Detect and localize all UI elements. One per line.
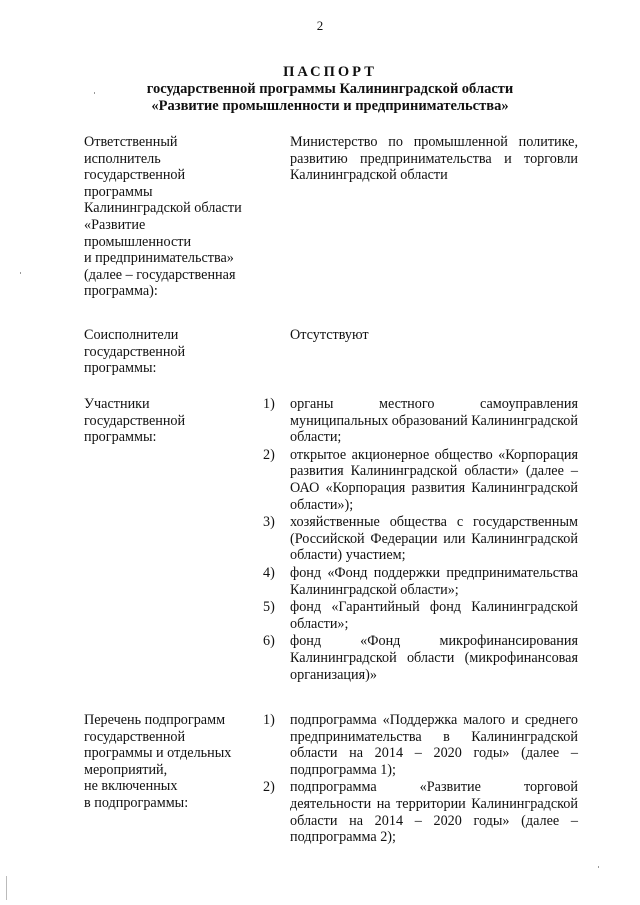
label-line: Перечень подпрограмм — [84, 712, 226, 728]
subprograms-list — [255, 712, 578, 847]
scan-speck — [20, 272, 21, 274]
item-number: 1) — [263, 396, 275, 412]
label-line: не включенных — [84, 778, 178, 795]
label-line: Калининградской области — [84, 200, 242, 217]
label-line: программа): — [84, 283, 158, 300]
label-line: Соисполнители — [84, 327, 179, 343]
title-program-line: государственной программы Калининградской области — [146, 81, 514, 97]
participants-list — [255, 396, 578, 684]
label-line: программы и отдельных — [84, 745, 232, 762]
label-line: «Развитие — [84, 216, 146, 233]
coexecutors-label — [84, 327, 264, 377]
scan-speck — [598, 866, 599, 868]
item-text: открытое акционерное общество «Корпорация развития Калининградской области» (далее – ОАО «Корпорация развития Калининградской области»); — [290, 446, 578, 513]
item-number: 2) — [263, 779, 275, 796]
item-number: 5) — [263, 599, 275, 616]
item-text: органы местного самоуправления муниципальных образований Калининградской области; — [290, 396, 578, 446]
list-item — [255, 514, 578, 564]
label-line: государственной — [84, 412, 186, 429]
list-item — [255, 565, 578, 598]
label-line: промышленности — [84, 233, 192, 250]
item-number: 1) — [263, 712, 275, 728]
item-text: фонд «Фонд микрофинансирования Калининградской области (микрофинансовая организация)» — [290, 633, 578, 683]
item-number: 3) — [263, 514, 275, 531]
label-line: исполнитель — [84, 150, 161, 167]
label-line: мероприятий, — [84, 761, 168, 778]
participants-label — [84, 396, 264, 446]
item-number: 6) — [263, 633, 275, 650]
label-line: программы: — [84, 360, 157, 377]
list-item — [255, 633, 578, 683]
subprograms-label — [84, 712, 264, 812]
executor-value: Министерство по промышленной политике, развитию предпринимательства и торговли Калининградской области — [290, 134, 578, 184]
label-line: государственной — [84, 728, 186, 745]
item-text: хозяйственные общества с государственным (Российской Федерации или Калининградской области) участием; — [290, 514, 578, 564]
label-line: Участники — [84, 396, 150, 412]
item-number: 2) — [263, 446, 275, 463]
title-program-name: «Развитие промышленности и предпринимательства» — [151, 98, 509, 114]
coexecutors-value: Отсутствуют — [290, 327, 369, 343]
label-line: программы: — [84, 429, 157, 446]
scan-speck — [94, 92, 95, 94]
label-line: (далее – государственная — [84, 266, 236, 283]
page-number: 2 — [316, 18, 324, 33]
item-text: подпрограмма «Поддержка малого и среднего предпринимательства в Калининградской области на 2014 – 2020 годы» (далее – подпрограмма 1); — [290, 712, 578, 778]
label-line: государственной — [84, 167, 186, 184]
list-item — [255, 779, 578, 845]
label-line: и предпринимательства» — [84, 250, 234, 267]
document-title — [60, 64, 600, 115]
list-item — [255, 447, 578, 513]
scan-edge-mark — [6, 876, 7, 900]
label-line: Ответственный — [84, 134, 178, 150]
label-line: в подпрограммы: — [84, 794, 189, 811]
title-passport: ПАСПОРТ — [283, 64, 377, 80]
list-item — [255, 396, 578, 446]
label-line: программы — [84, 183, 153, 200]
label-line: государственной — [84, 343, 186, 360]
executor-label — [84, 134, 264, 300]
list-item — [255, 599, 578, 632]
item-text: подпрограмма «Развитие торговой деятельности на территории Калининградской области на 2014 – 2020 годы» (далее – подпрограмма 2); — [290, 779, 578, 846]
item-text: фонд «Гарантийный фонд Калининградской области»; — [290, 599, 578, 632]
item-text: фонд «Фонд поддержки предпринимательства Калининградской области»; — [290, 564, 578, 598]
item-number: 4) — [263, 564, 275, 581]
list-item — [255, 712, 578, 778]
